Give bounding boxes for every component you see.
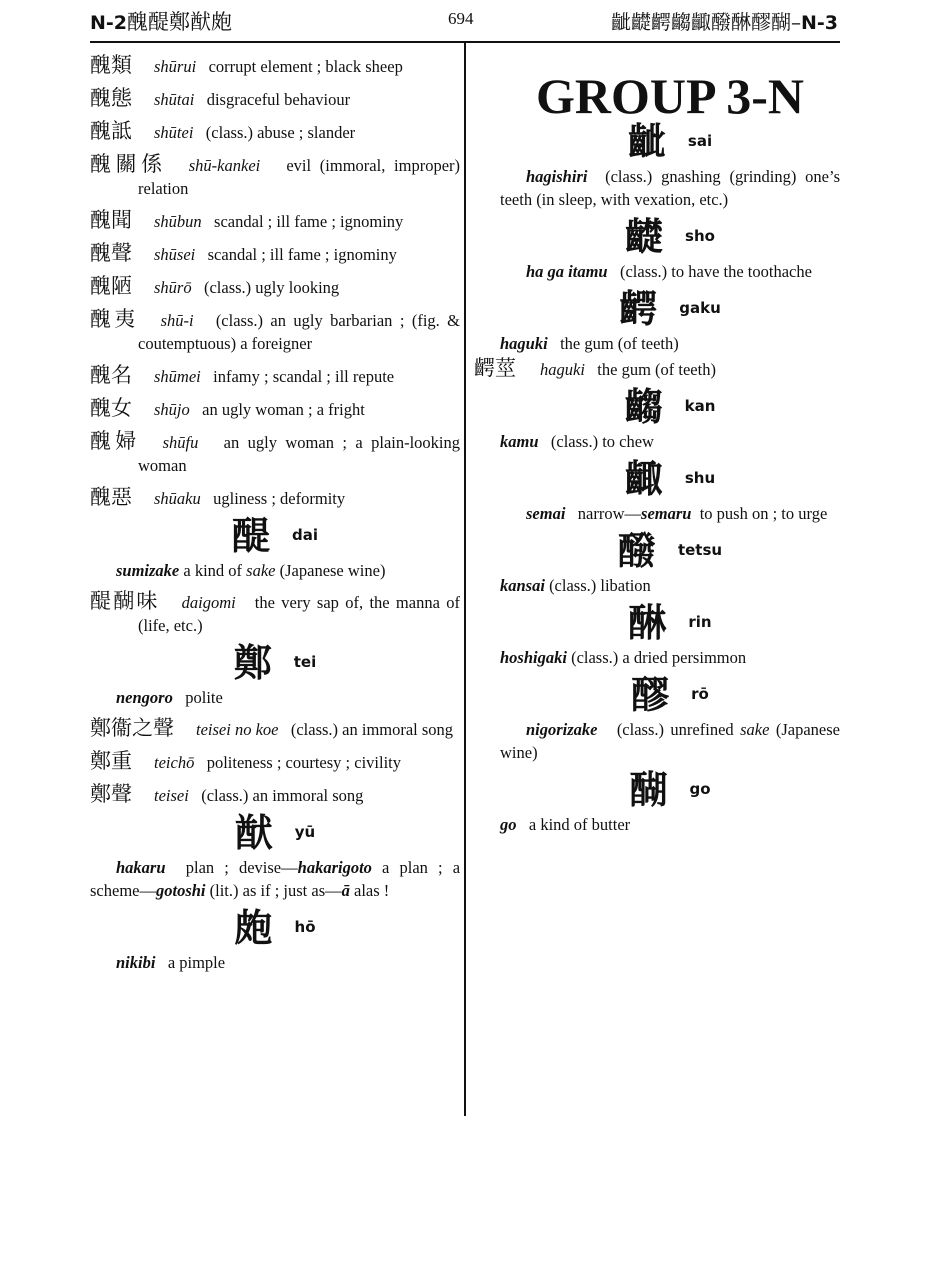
entry-kanji: 醜名 [90, 363, 132, 387]
dictionary-entry [90, 54, 460, 78]
right-column [474, 54, 841, 844]
entry-romanization: shūfu [162, 433, 199, 452]
entry-romanization: shūrui [154, 57, 197, 76]
heading-reading: hō [294, 918, 316, 936]
definition: kansai (class.) libation [500, 576, 651, 595]
entry-definition: an ugly woman ; a fright [202, 400, 365, 419]
entry-kanji: 鄭衞之聲 [90, 716, 174, 740]
heading-reading: dai [292, 526, 319, 544]
definition: semai narrow—semaru to push on ; to urge [526, 504, 828, 523]
heading-go: 醐 go [629, 767, 711, 812]
entry-definition: politeness ; courtesy ; civility [206, 753, 402, 772]
dictionary-entry [90, 308, 460, 355]
entry-kanji: 鄭重 [90, 749, 132, 773]
entry-definition: scandal ; ill fame ; ignominy [214, 212, 404, 231]
definition: hakaru plan ; devise—hakarigoto a plan ; a scheme—gotoshi (lit.) as if ; just as—ā alas ! [90, 858, 461, 900]
page-number: 694 [448, 9, 474, 28]
entry-kanji: 醜態 [90, 86, 132, 110]
dictionary-entry [90, 209, 460, 233]
dictionary-entry [90, 120, 460, 144]
entry-romanization: shūtai [154, 90, 195, 109]
heading-kanji: 醍 [231, 513, 270, 558]
entry-kanji: 醜詆 [90, 119, 132, 143]
definition: hoshigaki (class.) a dried persimmon [500, 648, 747, 667]
header-left-kanji: 醜醍鄭猷皰 [127, 10, 233, 34]
page-header [90, 6, 838, 36]
heading-ro: 醪 rō [631, 672, 709, 717]
entry-definition: (class.) an ugly barbarian ; (fig. & coutemptuous) a foreigner [138, 311, 461, 353]
heading-reading: tei [293, 653, 317, 671]
definition: nengoro polite [116, 688, 223, 707]
heading-tei [90, 640, 460, 685]
dictionary-entry [90, 242, 460, 266]
heading-sho: 齼 sho [625, 214, 715, 259]
entry-definition: (class.) ugly looking [203, 278, 340, 297]
entry-kanji: 醜類 [90, 53, 132, 77]
heading-sai: 齜 sai [627, 119, 713, 164]
dictionary-entry: 醍醐味 daigomi the very sap of, the manna of (life, etc.) [90, 589, 460, 635]
dictionary-entry [90, 153, 460, 200]
dictionary-entry [90, 275, 460, 299]
entry-definition: infamy ; scandal ; ill repute [213, 367, 395, 386]
entry-kanji: 醜聞 [90, 208, 132, 232]
entry-romanization: shū-i [160, 311, 194, 330]
entry-kanji: 醜女 [90, 396, 132, 420]
header-right-kanji: 齜齼齶齺齱醱醂醪醐 [610, 10, 791, 34]
dictionary-entry [90, 717, 460, 741]
entry-romanization: shūmei [154, 367, 201, 386]
entry-definition: corrupt element ; black sheep [208, 57, 403, 76]
entry-romanization: teisei [154, 786, 189, 805]
entry-romanization: shūjo [154, 400, 190, 419]
heading-yu [90, 810, 460, 855]
entry-kanji: 醜夷 [90, 307, 139, 331]
entry-kanji: 醜聲 [90, 241, 132, 265]
definition: haguki the gum (of teeth) [500, 334, 679, 353]
entry-definition: an ugly woman ; a plain-looking woman [138, 433, 461, 475]
entry-definition: disgraceful behaviour [206, 90, 351, 109]
header-left-code: N-2 [90, 12, 128, 34]
heading-kanji: 鄭 [233, 640, 272, 685]
entry-definition: scandal ; ill fame ; ignominy [207, 245, 397, 264]
entry-definition: (class.) an immoral song [201, 786, 364, 805]
heading-gaku: 齶 gaku [619, 286, 721, 331]
heading-shu: 齱 shu [624, 456, 716, 501]
heading-ho [90, 905, 460, 950]
entry-romanization: teisei no koe [196, 720, 279, 739]
dictionary-entry [90, 430, 460, 477]
dictionary-entry [90, 397, 460, 421]
heading-dai [90, 513, 460, 558]
heading-tetsu: 醱 tetsu [617, 528, 723, 573]
entry-definition: ugliness ; deformity [213, 489, 346, 508]
dictionary-entry [90, 364, 460, 388]
entry-kanji: 鄭聲 [90, 782, 132, 806]
heading-reading: yū [294, 823, 316, 841]
heading-kanji: 猷 [234, 810, 273, 855]
left-column [90, 54, 460, 982]
definition: sumizake a kind of sake (Japanese wine) [116, 561, 386, 580]
dictionary-entry [90, 783, 460, 807]
definition: go a kind of butter [500, 815, 631, 834]
dictionary-entry [90, 750, 460, 774]
definition: ha ga itamu (class.) to have the toothache [526, 262, 812, 281]
entry-romanization: shūtei [154, 123, 194, 142]
dictionary-entry [90, 87, 460, 111]
dictionary-entry: 齶莖 haguki the gum (of teeth) [474, 356, 716, 380]
entry-kanji: 醜陋 [90, 274, 132, 298]
entry-kanji: 醜婦 [90, 429, 141, 453]
entry-romanization: shūbun [154, 212, 202, 231]
heading-kan: 齺 kan [624, 384, 716, 429]
definition: nigorizake (class.) unrefined sake (Japanese wine) [500, 720, 840, 762]
entry-romanization: teichō [154, 753, 195, 772]
entry-romanization: shūsei [154, 245, 196, 264]
heading-kanji: 皰 [234, 905, 273, 950]
header-right: 齜齼齶齺齱醱醂醪醐–N-3 [610, 10, 838, 34]
definition: nikibi a pimple [116, 953, 226, 972]
entry-kanji: 醜關係 [90, 152, 167, 176]
entry-romanization: shūrō [154, 278, 192, 297]
entry-kanji: 醜惡 [90, 485, 132, 509]
entry-definition: evil (immoral, improper) relation [138, 156, 461, 198]
heading-rin: 醂 rin [628, 600, 712, 645]
entry-definition: (class.) an immoral song [290, 720, 454, 739]
header-left [90, 6, 232, 36]
dictionary-entry [90, 486, 460, 510]
entry-romanization: shū-kankei [188, 156, 261, 175]
column-divider [464, 43, 466, 1116]
header-right-code: N-3 [800, 12, 838, 34]
definition: hagishiri (class.) gnashing (grinding) one’s teeth (in sleep, with vexation, etc.) [500, 167, 841, 209]
entry-definition: (class.) abuse ; slander [205, 123, 356, 142]
definition: kamu (class.) to chew [500, 432, 654, 451]
group-title: GROUP 3-N [535, 68, 805, 124]
entry-romanization: shūaku [154, 489, 201, 508]
